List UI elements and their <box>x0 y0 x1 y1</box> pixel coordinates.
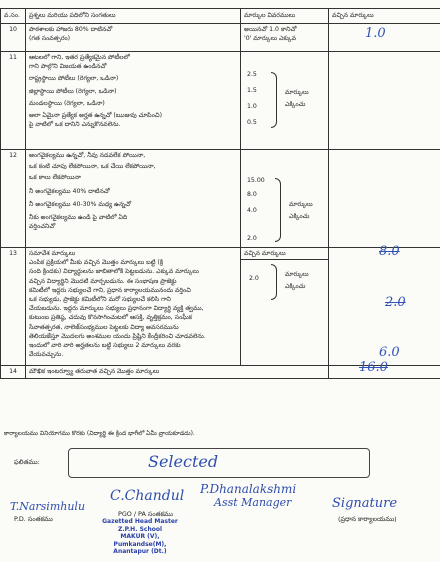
scheme-label: మార్కులు <box>285 89 309 96</box>
row-scheme <box>241 52 329 150</box>
scheme-value: 15.00 <box>247 177 265 184</box>
question-line: నీ అంగవైకల్యము 40-30% మధ్య ఉన్నచో <box>29 200 132 208</box>
scheme-label: ఎక్కించు <box>289 213 310 220</box>
scheme-value: 0.5 <box>247 119 257 126</box>
table-header <box>1 9 440 24</box>
question-line: సంది క్రిందకు) విద్యార్థులను జాబితాలోకి పెట్టబడును. ఎక్కువ మార్కులు <box>29 268 199 276</box>
signature-pd: T.Narsimhulu <box>10 500 86 513</box>
office-note: కార్యాలయము వినియోగము కొరకు (విద్యార్థి ఈ క్రింద భాగీలో ఏమీ వ్రాయకూడదు). <box>4 430 195 437</box>
question-line: నీ అంగవైకల్యము 40% దాటినచో <box>29 187 110 195</box>
brace-mark <box>275 178 281 242</box>
question-line: సమావేశ మార్కులు <box>29 250 76 257</box>
result-label: ఫలితము: <box>14 458 40 466</box>
signature-pgo: C.Chandul <box>110 488 185 504</box>
row-mark-cell <box>329 360 440 379</box>
question-line: వర్తించనిచో <box>29 223 56 231</box>
scheme-line: '0' మార్కులు ఎక్కువ <box>244 35 297 43</box>
question-line: ఆటలలో గాని, ఇతర ప్రత్యేకమైన పోటీలలో <box>29 54 130 61</box>
marks-table <box>0 8 440 379</box>
row-question <box>26 248 241 366</box>
signature-asst-manager-role: Asst Manager <box>214 496 292 509</box>
question-line: గాని పాల్గొని విజయత ఉండినచో <box>29 63 107 71</box>
school-stamp <box>98 518 182 556</box>
scheme-label: ఎక్కించు <box>285 101 306 108</box>
scheme-value: 2.0 <box>249 275 259 282</box>
col-question-header: ప్రశ్నలు మరియు పదిలోని సంగతులు <box>26 9 241 24</box>
handwritten-mark: 1.0 <box>365 26 386 41</box>
stamp-line: Gazetted Head Master <box>102 518 178 525</box>
question-line: అలా ఏమైనా ప్రత్యేక అర్హత ఉన్నచో (ఋజువు చూపించి) <box>29 112 162 120</box>
question-line: పై వాటిలో ఒక దానిని ఎన్నుకొనవలెను. <box>29 121 121 129</box>
brace-mark <box>271 72 277 128</box>
result-value: Selected <box>148 452 219 471</box>
row-scheme <box>241 248 329 366</box>
question-line: ఇందులో వారి వారి అర్హతలను బట్టి సభ్యులు 2 మార్కులు వరకు <box>29 342 181 350</box>
question-line: (గత సంవత్సరం) <box>29 35 71 43</box>
handwritten-mark: 16.0 <box>359 360 388 375</box>
scheme-value: 8.0 <box>247 191 257 198</box>
row-mark-cell <box>329 244 440 366</box>
question-line: తెలియజేస్తూ మొదలగు అంశముల యందు ప్రిష్టిని కేంద్రీకరించి చూడవలెను. <box>29 332 206 340</box>
question-line: ఒక కంటి చూపు లేకపోయినా, ఒక చేయి లేకపోయినా, <box>29 163 156 171</box>
stamp-line: MAKUR (V), Pumkandse(M), <box>113 533 167 548</box>
scheme-value: 1.5 <box>247 87 257 94</box>
row-question <box>26 24 241 52</box>
row-number: 12 <box>1 150 26 248</box>
row-mark-cell <box>329 150 440 248</box>
brace-mark <box>271 264 277 300</box>
row-question <box>26 52 241 150</box>
scheme-label: ఎక్కించు <box>285 283 306 290</box>
col-marks-header: వచ్చిన మార్కులు <box>329 9 440 24</box>
question-line: మండలస్థాయి (రెగ్యలా, ఒడినా) <box>29 99 105 107</box>
row-number: 13 <box>1 248 26 366</box>
question-line: ఒక సభ్యుడు, ప్రాజెక్టు కమిటీలోని మరో సభ్యులచే కలిసి గాని <box>29 296 171 304</box>
scheme-value: 1.0 <box>247 103 257 110</box>
scheme-line: అయినచో 1.0 కానిచో <box>244 26 297 33</box>
row-mark-cell <box>329 24 440 52</box>
stamp-line: Anantapur (Dt.) <box>113 548 167 555</box>
handwritten-mark: 8.0 <box>379 244 400 259</box>
row-question <box>26 150 241 248</box>
question-line: ఒక కాలు లేకపోయినా <box>29 174 81 182</box>
col-scheme-header: మార్కుల వివరములు <box>241 9 329 24</box>
caption-pgo: PGO / PA సంతకము <box>118 510 173 518</box>
signature-asst-manager: P.Dhanalakshmi <box>200 482 297 496</box>
table-row <box>1 366 440 379</box>
question-line: జిల్లాస్థాయి పోటీలు (రెగ్యలా, ఒడినా) <box>29 87 117 95</box>
question-line: ఎంపిక ప్రక్రియలో మీకు వచ్చిన మొత్తం మార్కులు బట్టి (క్రి <box>29 259 164 267</box>
question-line: వేయవచ్చును. <box>29 351 64 359</box>
row-number: 14 <box>1 366 26 379</box>
handwritten-mark: 2.0 <box>385 295 406 310</box>
question-line: వచ్చిన విద్యార్థిని మొదటి మార్చబడును. ఈ సంభాషణ ప్రాజెక్టు <box>29 277 177 285</box>
question-line: రాష్ట్రస్థాయి పోటీలు (రెగ్యలా, ఒడినా) <box>29 75 119 83</box>
row-scheme <box>241 150 329 248</box>
scheme-title: వచ్చిన మార్కులు <box>241 248 328 260</box>
question-line: అంగవైకల్యము ఉన్నచో, నీవు నడవలేక పోయినా, <box>29 152 146 159</box>
question-line: కుటుంబ ప్రతిష్ఠ, చదువు కొనసాగించుటలో ఆసక్తి, వృత్తిక్రమం, సంఘీక <box>29 314 192 322</box>
stamp-line: Z.P.H. School <box>117 525 163 533</box>
question-line: సేవాతత్పరత, నాలెజ్‌సంభ్యముల పెట్టలకు విద్యా అవసరమును <box>29 323 179 331</box>
result-box <box>68 448 370 478</box>
scheme-label: మార్కులు <box>289 201 313 208</box>
row-mark-cell <box>329 52 440 150</box>
signature-head-office: Signature <box>332 496 398 511</box>
question-line: కమిటీలో ఇద్దరు సభ్యులచే గాని, ప్రధాన కార్యాలయమునందు వర్తించి <box>29 286 191 294</box>
row-number: 10 <box>1 24 26 52</box>
question-line: నీకు అంగవైకల్యము ఉండి పై వాటిలో ఏది <box>29 214 128 222</box>
row-scheme <box>241 24 329 52</box>
scheme-value: 2.0 <box>247 235 257 242</box>
question-line: పాఠశాలకు హాజరు 80% దాటినచో <box>29 26 113 33</box>
table-row <box>1 24 440 52</box>
table-row <box>1 150 440 248</box>
row-number: 11 <box>1 52 26 150</box>
scheme-value: 4.0 <box>247 207 257 214</box>
scheme-label: మార్కులు <box>285 271 309 278</box>
question-line: చేయబడును. ఇద్దరు మార్కులు సభ్యులు ప్రధానంగా విద్యార్థి వ్యక్తి త్వము, <box>29 305 204 313</box>
question-line: మౌఖిక ఇంటర్వ్యూ తరువాత వచ్చిన మొత్తం మార్కులు <box>29 368 160 375</box>
table-row <box>1 52 440 150</box>
caption-head-office: (ప్రధాన కార్యాలయము) <box>338 515 397 523</box>
row-question <box>26 366 329 379</box>
handwritten-mark: 6.0 <box>379 345 400 360</box>
scheme-value: 2.5 <box>247 71 257 78</box>
table-row <box>1 248 440 366</box>
col-no-header: వ.సం. <box>1 9 26 24</box>
caption-pd: P.D. సంతకము <box>14 515 53 523</box>
